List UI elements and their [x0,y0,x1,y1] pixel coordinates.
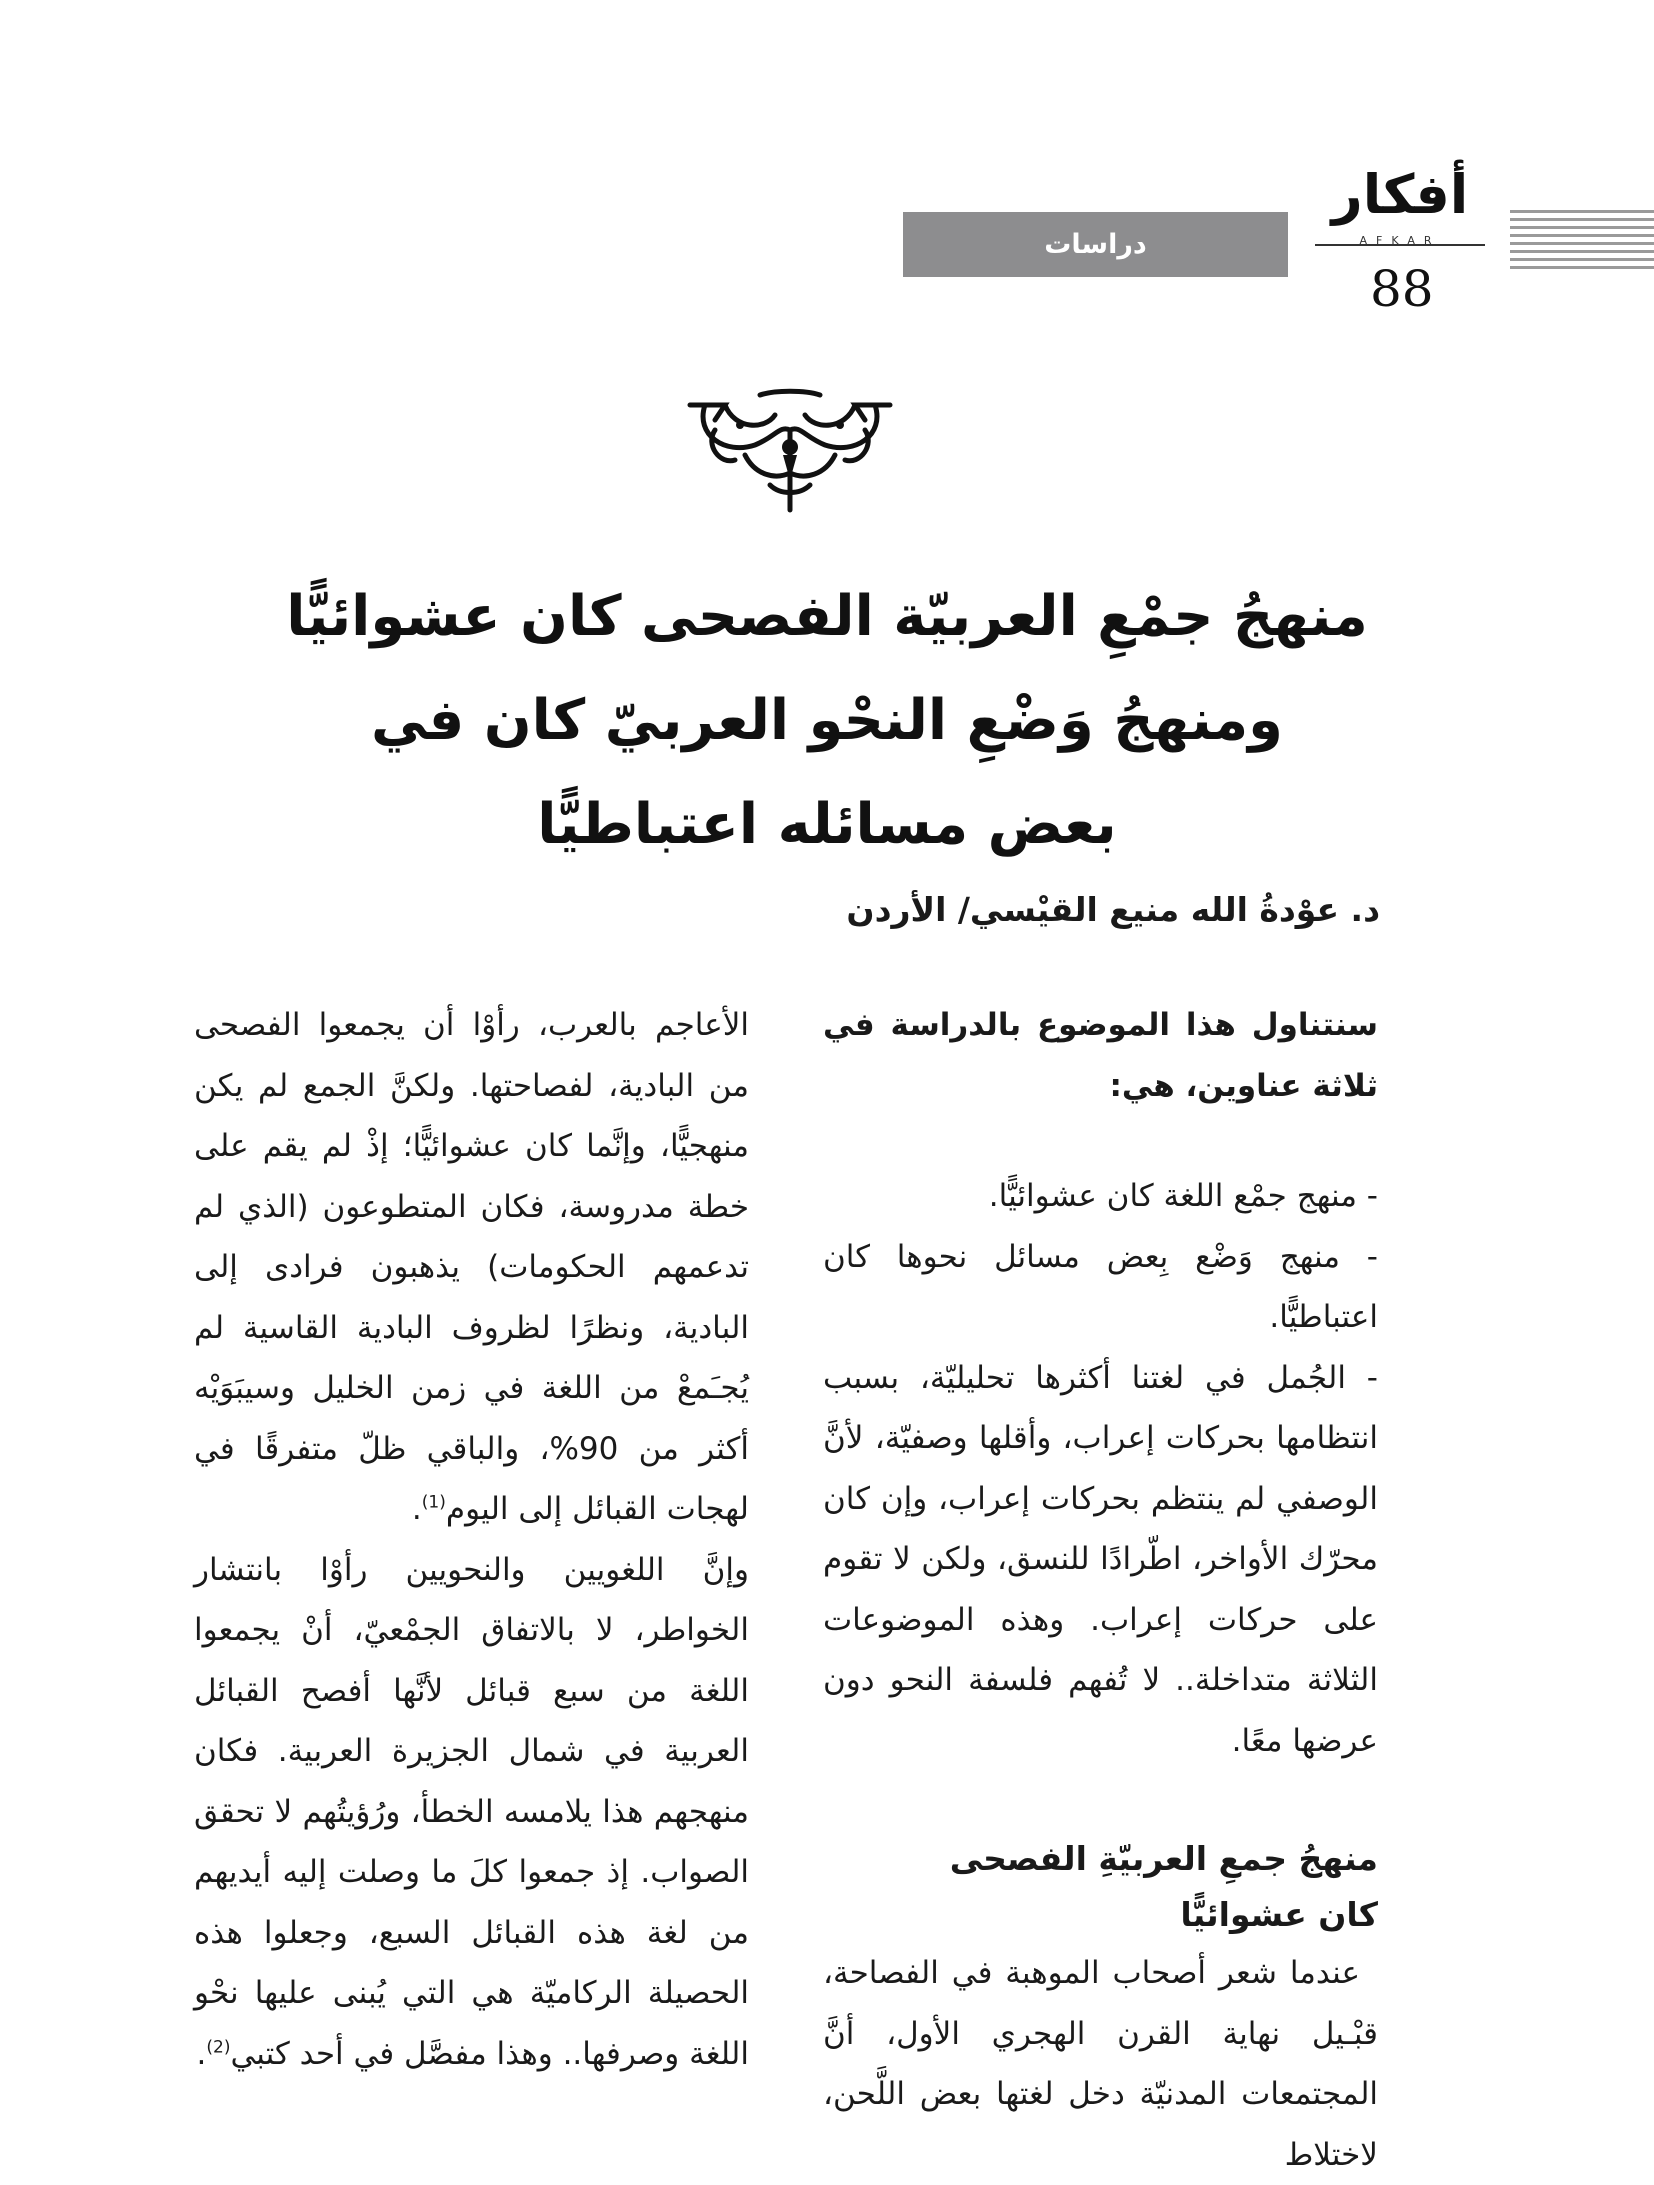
footnote-ref-1[interactable]: (1) [421,1492,446,1513]
footnote-ref-2[interactable]: (2) [206,2037,231,2058]
section-subheading-line-2: كان عشوائيًّا [1180,1895,1378,1934]
paragraph-2-end: . [196,2035,207,2072]
paragraph-2 [194,1540,749,2085]
right-text-column [823,995,1378,2185]
magazine-logo [1315,163,1485,254]
bullet-item-2: - منهج وَضْع بِعض مسائل نحوها كان اعتباطيًّا. [823,1238,1378,1335]
header-stripes-decoration [1510,210,1654,274]
bullet-item-3: - الجُمل في لغتنا أكثرها تحليليّة، بسبب انتظامها بحركات إعراب، وأقلها وصفيّة، لأنَّ الوصفي لم ينتظم بحركات إعراب، وإن كان محرّك الأواخر، اطّرادًا للنسق، ولكن لا تقوم على حركات إعراب. وهذه الموضوعات الثلاثة متداخلة.. لا تُفهم فلسفة النحو دون عرضها معًا. [823,1359,1378,1759]
paragraph-1 [194,995,749,1540]
paragraph-1-text: الأعاجم بالعرب، رأوْا أن يجمعوا الفصحى من البادية، لفصاحتها. ولكنَّ الجمع لم يكن منهجيًّا، وإنَّما كان عشوائيًّا؛ إذْ لم يقم على خطة مدروسة، فكان المتطوعون (الذي لم تدعمهم الحكومات) يذهبون فرادى إلى البادية، ونظرًا لظروف البادية القاسية لم يُجـَمعْ من اللغة في زمن الخليل وسيبَوَيْه أكثر من 90%، والباقي ظلّ متفرقًا في لهجات القبائل إلى اليوم [194,1007,749,1527]
intro-paragraph: سنتناول هذا الموضوع بالدراسة في ثلاثة عناوين، هي: [823,1007,1378,1104]
section-subheading-line-1: منهجُ جمعِ العربيّةِ الفصحى [949,1839,1378,1878]
paragraph-1-end: . [411,1491,422,1527]
paragraph-2-text: وإنَّ اللغويين والنحويين رأوْا بانتشار الخواطر، لا بالاتفاق الجمْعيّ، أنْ يجمعوا اللغة من سبع قبائل لأنَّها أفصح القبائل العربية في شمال الجزيرة العربية. فكان منهجهم هذا يلامسه الخطأ، ورُؤيتُهم لا تحقق الصواب. إذ جمعوا كلَ ما وصلت إليه أيديهم من لغة هذه القبائل السبع، وجعلوا هذه الحصيلة الركاميّة هي التي يُبنى عليها نحْو اللغة وصرفها.. وهذا مفصَّل في أحد كتبي [194,1551,749,2072]
body-paragraph: عندما شعر أصحاب الموهبة في الفصاحة، قبْـيل نهاية القرن الهجري الأول، أنَّ المجتمعات المدنيّة دخل لغتها بعض اللَّحن، لاختلاط [823,1955,1378,2173]
title-line-1: منهجُ جمْعِ العربيّة الفصحى كان عشوائيًّا [286,584,1368,649]
logo-latin: AFKAR [1359,234,1441,247]
title-line-3: بعض مسائله اعتباطيًّا [537,792,1117,857]
page-number: 88 [1370,260,1434,318]
section-label: دراسات [903,212,1288,277]
logo-arabic: أفكار [1331,163,1469,226]
left-text-column [194,995,749,2084]
author-byline: د. عوْدةُ الله منيع القيْسي/ الأردن [846,890,1380,929]
bullet-item-1: - منهج جمْع اللغة كان عشوائيًّا. [988,1178,1378,1214]
article-title [120,565,1534,877]
title-line-2: ومنهجُ وَضْعِ النحْو العربيّ كان في [371,688,1283,753]
arabesque-ornament-icon [685,385,895,515]
